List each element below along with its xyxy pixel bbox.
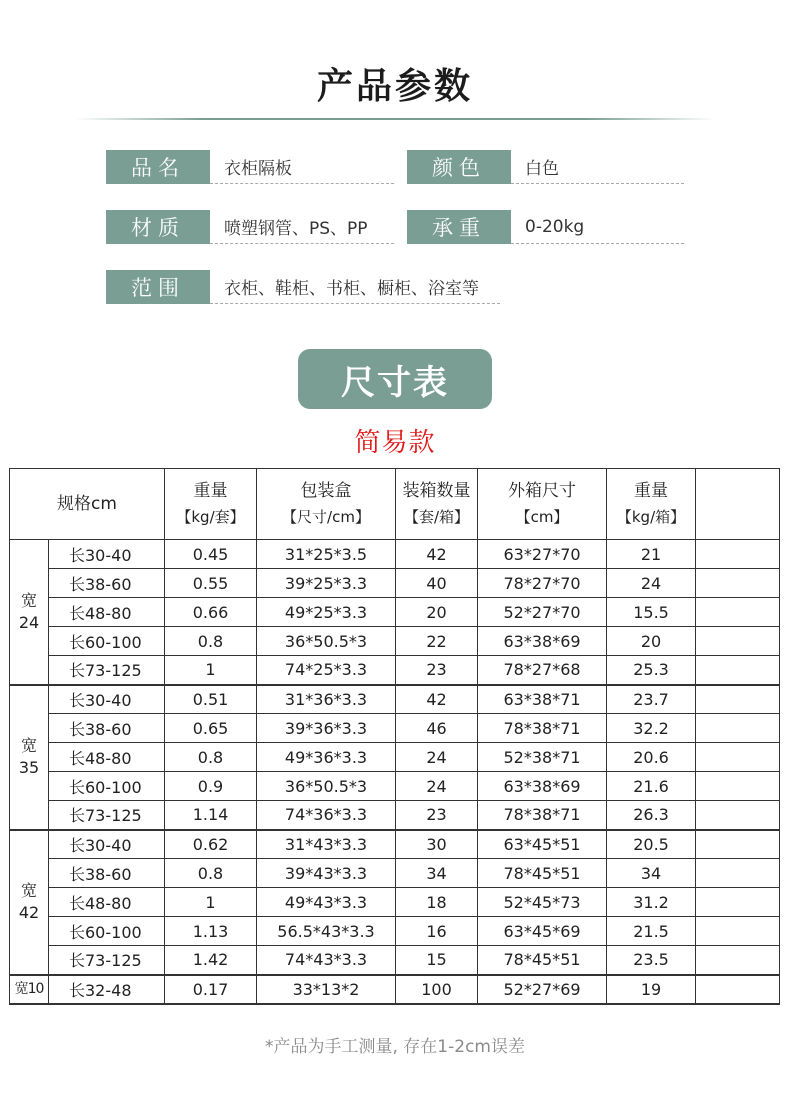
cell-length: 长30-40 <box>49 540 165 569</box>
cell-length: 长48-80 <box>49 888 165 917</box>
cell-carton-weight: 25.3 <box>607 656 696 685</box>
cell-blank <box>696 656 780 685</box>
param-value: 衣柜隔板 <box>210 150 394 184</box>
table-header-row <box>10 469 780 540</box>
cell-length: 长38-60 <box>49 714 165 743</box>
cell-carton-weight: 20.5 <box>607 830 696 859</box>
table-row <box>10 859 780 888</box>
header-box: 包装盒 【尺寸/cm】 <box>257 469 396 540</box>
cell-carton-weight: 21 <box>607 540 696 569</box>
cell-carton-weight: 32.2 <box>607 714 696 743</box>
cell-carton-weight: 19 <box>607 975 696 1004</box>
cell-length: 长73-125 <box>49 656 165 685</box>
table-row <box>10 801 780 830</box>
table-row <box>10 743 780 772</box>
cell-carton: 52*45*73 <box>478 888 607 917</box>
param-label: 范围 <box>106 270 210 304</box>
cell-box: 49*43*3.3 <box>257 888 396 917</box>
cell-carton-weight: 31.2 <box>607 888 696 917</box>
table-row <box>10 888 780 917</box>
cell-qty: 16 <box>396 917 478 946</box>
cell-qty: 34 <box>396 859 478 888</box>
cell-carton: 63*27*70 <box>478 540 607 569</box>
param-color <box>407 150 684 184</box>
cell-qty: 20 <box>396 598 478 627</box>
cell-blank <box>696 859 780 888</box>
cell-qty: 30 <box>396 830 478 859</box>
param-value: 喷塑钢管、PS、PP <box>210 210 394 244</box>
cell-qty: 23 <box>396 801 478 830</box>
cell-length: 长60-100 <box>49 627 165 656</box>
cell-box: 39*36*3.3 <box>257 714 396 743</box>
table-row <box>10 569 780 598</box>
param-value: 白色 <box>511 150 684 184</box>
param-value: 衣柜、鞋柜、书柜、橱柜、浴室等 <box>210 270 500 304</box>
cell-carton: 63*38*69 <box>478 627 607 656</box>
cell-carton-weight: 34 <box>607 859 696 888</box>
size-table-title: 尺寸表 <box>298 349 492 409</box>
cell-box: 39*25*3.3 <box>257 569 396 598</box>
table-row <box>10 627 780 656</box>
measurement-note: *产品为手工测量, 存在1-2cm误差 <box>265 1037 525 1057</box>
cell-weight: 0.45 <box>165 540 257 569</box>
cell-length: 长30-40 <box>49 830 165 859</box>
param-material <box>106 210 394 244</box>
param-label: 品名 <box>106 150 210 184</box>
size-subtitle: 简易款 <box>354 428 436 458</box>
cell-box: 31*25*3.5 <box>257 540 396 569</box>
cell-blank <box>696 540 780 569</box>
cell-length: 长73-125 <box>49 946 165 975</box>
cell-blank <box>696 975 780 1004</box>
cell-box: 31*43*3.3 <box>257 830 396 859</box>
cell-box: 74*43*3.3 <box>257 946 396 975</box>
cell-weight: 0.62 <box>165 830 257 859</box>
cell-weight: 0.8 <box>165 859 257 888</box>
cell-blank <box>696 801 780 830</box>
param-value: 0-20kg <box>511 210 684 244</box>
cell-weight: 0.8 <box>165 627 257 656</box>
cell-blank <box>696 598 780 627</box>
cell-qty: 46 <box>396 714 478 743</box>
table-row <box>10 946 780 975</box>
cell-qty: 23 <box>396 656 478 685</box>
cell-length: 长48-80 <box>49 743 165 772</box>
cell-weight: 1 <box>165 656 257 685</box>
cell-qty: 24 <box>396 743 478 772</box>
table-row <box>10 656 780 685</box>
param-label: 材质 <box>106 210 210 244</box>
header-carton-weight: 重量 【kg/箱】 <box>607 469 696 540</box>
cell-carton: 78*45*51 <box>478 859 607 888</box>
cell-box: 33*13*2 <box>257 975 396 1004</box>
cell-length: 长38-60 <box>49 859 165 888</box>
cell-carton: 78*45*51 <box>478 946 607 975</box>
cell-carton-weight: 21.5 <box>607 917 696 946</box>
param-label: 颜色 <box>407 150 511 184</box>
cell-box: 49*25*3.3 <box>257 598 396 627</box>
cell-blank <box>696 627 780 656</box>
cell-qty: 22 <box>396 627 478 656</box>
cell-carton: 63*38*71 <box>478 685 607 714</box>
cell-carton-weight: 26.3 <box>607 801 696 830</box>
cell-box: 31*36*3.3 <box>257 685 396 714</box>
cell-blank <box>696 569 780 598</box>
cell-weight: 1 <box>165 888 257 917</box>
cell-carton: 52*27*69 <box>478 975 607 1004</box>
cell-blank <box>696 917 780 946</box>
table-body <box>10 540 780 1004</box>
header-spec: 规格cm <box>10 469 165 540</box>
cell-length: 长60-100 <box>49 772 165 801</box>
cell-carton-weight: 24 <box>607 569 696 598</box>
cell-weight: 0.55 <box>165 569 257 598</box>
cell-weight: 0.65 <box>165 714 257 743</box>
header-carton: 外箱尺寸 【cm】 <box>478 469 607 540</box>
width-label: 宽 42 <box>10 830 49 975</box>
cell-length: 长48-80 <box>49 598 165 627</box>
cell-qty: 15 <box>396 946 478 975</box>
table-row <box>10 685 780 714</box>
cell-carton: 63*38*69 <box>478 772 607 801</box>
cell-box: 56.5*43*3.3 <box>257 917 396 946</box>
cell-weight: 0.8 <box>165 743 257 772</box>
cell-qty: 42 <box>396 540 478 569</box>
param-load <box>407 210 684 244</box>
cell-blank <box>696 946 780 975</box>
param-label: 承重 <box>407 210 511 244</box>
cell-carton: 63*45*69 <box>478 917 607 946</box>
cell-qty: 40 <box>396 569 478 598</box>
cell-qty: 24 <box>396 772 478 801</box>
cell-carton: 78*27*68 <box>478 656 607 685</box>
cell-length: 长60-100 <box>49 917 165 946</box>
cell-carton: 78*38*71 <box>478 801 607 830</box>
cell-carton: 52*38*71 <box>478 743 607 772</box>
table-row <box>10 917 780 946</box>
cell-box: 36*50.5*3 <box>257 627 396 656</box>
cell-weight: 0.9 <box>165 772 257 801</box>
cell-blank <box>696 830 780 859</box>
width-label: 宽 35 <box>10 685 49 830</box>
header-blank <box>696 469 780 540</box>
cell-qty: 18 <box>396 888 478 917</box>
cell-carton-weight: 20.6 <box>607 743 696 772</box>
table-row <box>10 772 780 801</box>
cell-carton-weight: 15.5 <box>607 598 696 627</box>
cell-carton: 78*27*70 <box>478 569 607 598</box>
cell-blank <box>696 772 780 801</box>
cell-weight: 0.17 <box>165 975 257 1004</box>
cell-length: 长38-60 <box>49 569 165 598</box>
cell-carton-weight: 23.5 <box>607 946 696 975</box>
cell-carton: 63*45*51 <box>478 830 607 859</box>
cell-carton: 52*27*70 <box>478 598 607 627</box>
cell-box: 39*43*3.3 <box>257 859 396 888</box>
cell-box: 36*50.5*3 <box>257 772 396 801</box>
table-row <box>10 598 780 627</box>
table-row <box>10 714 780 743</box>
cell-box: 49*36*3.3 <box>257 743 396 772</box>
cell-weight: 1.14 <box>165 801 257 830</box>
cell-carton: 78*38*71 <box>478 714 607 743</box>
cell-blank <box>696 888 780 917</box>
cell-qty: 42 <box>396 685 478 714</box>
table-row <box>10 830 780 859</box>
spec-table <box>9 468 780 1005</box>
title-divider <box>75 118 715 120</box>
cell-blank <box>696 743 780 772</box>
cell-weight: 0.66 <box>165 598 257 627</box>
table-row <box>10 975 780 1004</box>
cell-carton-weight: 20 <box>607 627 696 656</box>
width-label: 宽10 <box>10 975 49 1004</box>
page-title: 产品参数 <box>316 66 473 107</box>
param-scope <box>106 270 500 304</box>
cell-blank <box>696 685 780 714</box>
header-qty: 装箱数量 【套/箱】 <box>396 469 478 540</box>
cell-carton-weight: 21.6 <box>607 772 696 801</box>
header-weight: 重量 【kg/套】 <box>165 469 257 540</box>
cell-blank <box>696 714 780 743</box>
width-label: 宽 24 <box>10 540 49 685</box>
cell-weight: 0.51 <box>165 685 257 714</box>
cell-box: 74*36*3.3 <box>257 801 396 830</box>
cell-carton-weight: 23.7 <box>607 685 696 714</box>
param-name <box>106 150 394 184</box>
cell-length: 长30-40 <box>49 685 165 714</box>
cell-box: 74*25*3.3 <box>257 656 396 685</box>
cell-weight: 1.13 <box>165 917 257 946</box>
cell-length: 长32-48 <box>49 975 165 1004</box>
cell-weight: 1.42 <box>165 946 257 975</box>
cell-qty: 100 <box>396 975 478 1004</box>
cell-length: 长73-125 <box>49 801 165 830</box>
table-row <box>10 540 780 569</box>
